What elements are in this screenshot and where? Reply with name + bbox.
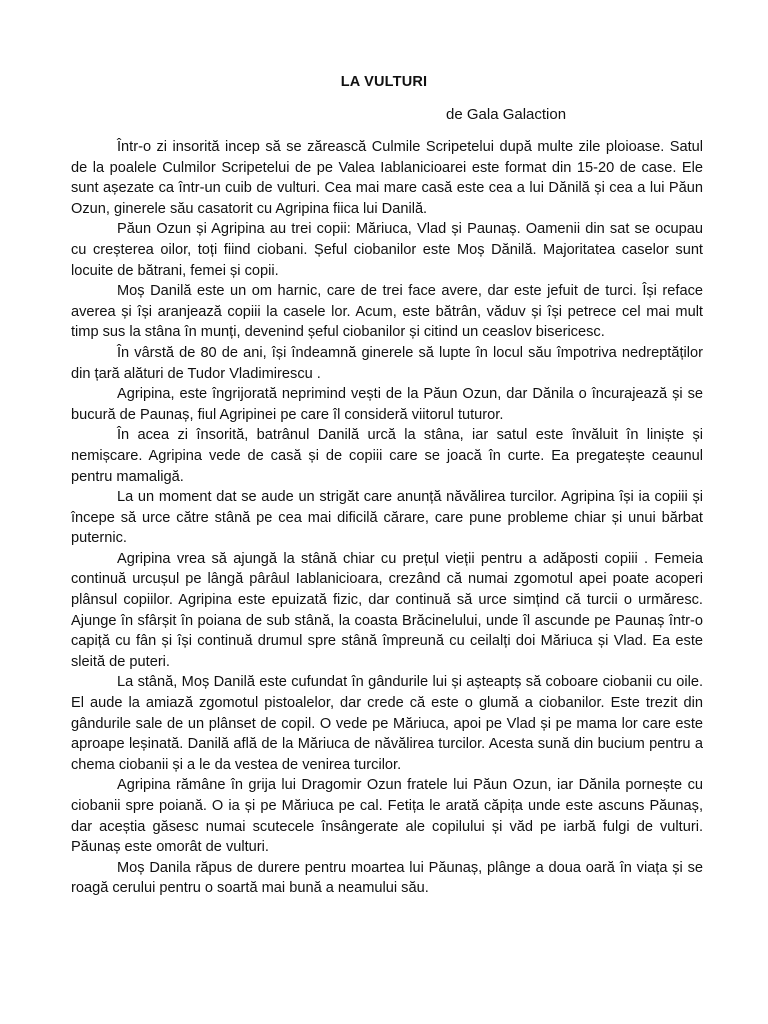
paragraph: Într-o zi insorită incep să se zărească Culmile Scripetelui după multe zile ploioase. Satul de la poalele Culmilor Scripetelui de pe Valea Iablanicioarei este format din 15-20 de case. Ele sunt așezate ca într-un cuib de vulturi. Cea mai mare casă este cea a lui Dănilă și cea a lui Păun Ozun, ginerele său casatorit cu Agripina fiica lui Danilă. <box>71 139 703 217</box>
paragraph: Păun Ozun și Agripina au trei copii: Măriuca, Vlad și Paunaș. Oamenii din sat se ocupau cu creșterea oilor, toți fiind ciobani. Șeful ciobanilor este Moș Dănilă. Majoritatea caselor sunt locuite de bătrani, femei și copii. <box>71 221 703 279</box>
paragraph: În acea zi însorită, batrânul Danilă urcă la stâna, iar satul este învăluit în liniște și nemișcare. Agripina vede de casă și de copiii care se joacă în curte. Ea pregatește ceaunul pentru mamaligă. <box>71 427 703 485</box>
paragraph: În vârstă de 80 de ani, își îndeamnă ginerele să lupte în locul său împotriva nedreptăților din țară alături de Tudor Vladimirescu . <box>71 344 703 382</box>
paragraph: Agripina vrea să ajungă la stână chiar cu prețul vieții pentru a adăposti copiii . Femeia continuă urcușul pe lângă pârâul Iablanicioara, crezând că numai zgomotul apei poate acoperi plânsul copiilor. Agripina este epuizată fizic, dar continuă să urce simțind că turcii o urmăresc. Ajunge în sfârșit în poiana de sub stână, la coasta Brăcinelului, unde îl ascunde pe Paunaș într-o capiță cu fân și își continuă drumul spre stână împreună cu ceilalți doi Măriuca și Vlad. Ea este sleită de puteri. <box>71 550 703 670</box>
paragraph: Agripina rămâne în grija lui Dragomir Ozun fratele lui Păun Ozun, iar Dănila pornește cu ciobanii spre poiană. O ia și pe Măriuca pe cal. Fetița le arată căpița unde este ascuns Păunaș, dar aceștia găsesc numai scutecele însângerate ale copilului și văd pe iarbă fulgi de vulturi. Păunaș este omorât de vulturi. <box>71 777 703 856</box>
paragraph: La stână, Moș Danilă este cufundat în gândurile lui și așteaptș să coboare ciobanii cu oile. El aude la amiază zgomotul pistoalelor, dar crede că este o glumă a ciobanilor. Este trezit din gândurile sale de un plânset de copil. O vede pe Măriuca, apoi pe Vlad și pe mama lor care este aproape leșinată. Danilă află de la Măriuca de năvălirea turcilor. Acesta sună din bucium pentru a chema ciobanii și a le da vestea de venirea turcilor. <box>71 674 703 773</box>
document-title: LA VULTURI <box>340 74 428 90</box>
paragraph: La un moment dat se aude un strigăt care anunță năvălirea turcilor. Agripina își ia copiii și începe să urce către stână pe cea mai dificilă cărare, care pune probleme chiar și unui bărbat puternic. <box>71 489 703 547</box>
document-author: de Gala Galaction <box>446 106 567 123</box>
document-body <box>71 137 703 899</box>
paragraph: Moș Danilă este un om harnic, care de trei face avere, dar este jefuit de turci. Își reface averea și își aranjează copiii la casele lor. Acum, este bătrân, văduv și își petrece cel mai mult timp sus la stâna în munți, devenind șeful ciobanilor și citind un ceaslov bisericesc. <box>71 283 703 341</box>
paragraph: Agripina, este îngrijorată neprimind vești de la Păun Ozun, dar Dănila o încurajează și se bucură de Paunaș, fiul Agripinei pe care îl consideră viitorul tuturor. <box>71 386 703 423</box>
paragraph: Moș Danila răpus de durere pentru moartea lui Păunaș, plânge a doua oară în viața și se roagă cerului pentru o soartă mai bună a neamului său. <box>71 859 703 897</box>
